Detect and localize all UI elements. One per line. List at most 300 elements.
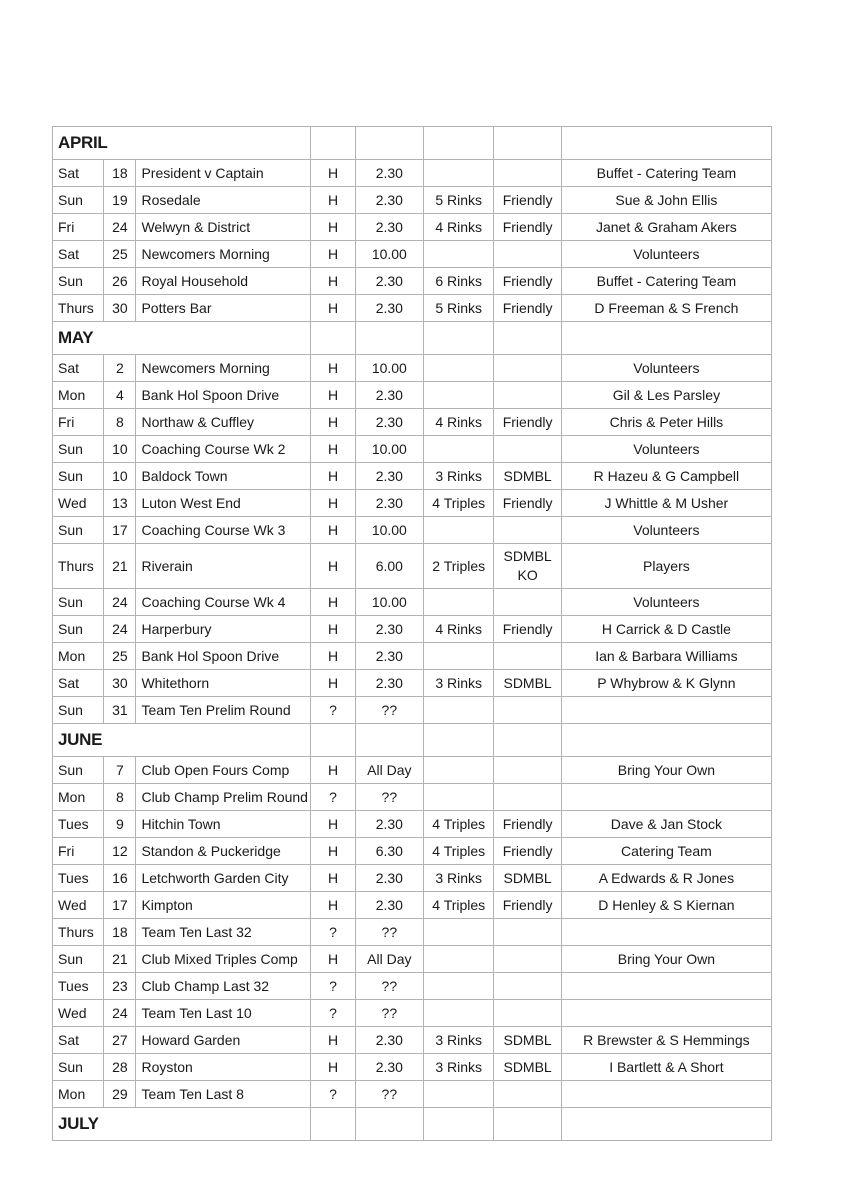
date-cell: 18 — [104, 160, 136, 187]
venue-cell: H — [311, 670, 355, 697]
day-cell: Sun — [53, 616, 104, 643]
format-cell: 3 Rinks — [424, 1027, 494, 1054]
opponent-cell: Club Mixed Triples Comp — [136, 946, 311, 973]
format-cell — [424, 517, 494, 544]
empty-cell — [424, 127, 494, 160]
catering-cell: Dave & Jan Stock — [561, 811, 771, 838]
day-cell: Sat — [53, 1027, 104, 1054]
date-cell: 25 — [104, 643, 136, 670]
format-cell: 3 Rinks — [424, 670, 494, 697]
catering-cell: Gil & Les Parsley — [561, 382, 771, 409]
date-cell: 25 — [104, 241, 136, 268]
date-cell: 12 — [104, 838, 136, 865]
match-type-cell: SDMBL — [494, 670, 561, 697]
empty-cell — [355, 1108, 423, 1141]
day-cell: Tues — [53, 811, 104, 838]
date-cell: 18 — [104, 919, 136, 946]
match-type-cell — [494, 355, 561, 382]
fixture-row — [53, 1054, 772, 1081]
fixtures-table — [52, 126, 772, 1141]
catering-cell: Bring Your Own — [561, 946, 771, 973]
venue-cell: H — [311, 409, 355, 436]
fixture-row — [53, 811, 772, 838]
time-cell: 10.00 — [355, 355, 423, 382]
match-type-cell: Friendly — [494, 295, 561, 322]
format-cell — [424, 784, 494, 811]
opponent-cell: Bank Hol Spoon Drive — [136, 382, 311, 409]
empty-cell — [424, 724, 494, 757]
format-cell: 4 Rinks — [424, 409, 494, 436]
fixture-row — [53, 517, 772, 544]
empty-cell — [311, 322, 355, 355]
opponent-cell: Coaching Course Wk 3 — [136, 517, 311, 544]
catering-cell: Players — [561, 544, 771, 589]
format-cell: 4 Triples — [424, 490, 494, 517]
catering-cell: R Brewster & S Hemmings — [561, 1027, 771, 1054]
match-type-cell — [494, 517, 561, 544]
match-type-cell: SDMBL — [494, 1027, 561, 1054]
fixture-row — [53, 187, 772, 214]
time-cell: 2.30 — [355, 160, 423, 187]
catering-cell: P Whybrow & K Glynn — [561, 670, 771, 697]
time-cell: 10.00 — [355, 436, 423, 463]
opponent-cell: Baldock Town — [136, 463, 311, 490]
match-type-cell: Friendly — [494, 409, 561, 436]
format-cell — [424, 355, 494, 382]
fixture-row — [53, 214, 772, 241]
opponent-cell: President v Captain — [136, 160, 311, 187]
opponent-cell: Royal Household — [136, 268, 311, 295]
fixture-row — [53, 463, 772, 490]
day-cell: Sat — [53, 160, 104, 187]
opponent-cell: Coaching Course Wk 2 — [136, 436, 311, 463]
venue-cell: H — [311, 295, 355, 322]
fixture-row — [53, 355, 772, 382]
catering-cell — [561, 697, 771, 724]
day-cell: Sun — [53, 589, 104, 616]
catering-cell — [561, 1000, 771, 1027]
fixture-row — [53, 1081, 772, 1108]
match-type-cell: SDMBL KO — [494, 544, 561, 589]
venue-cell: H — [311, 544, 355, 589]
month-heading: JULY — [53, 1108, 311, 1141]
fixture-row — [53, 919, 772, 946]
venue-cell: ? — [311, 973, 355, 1000]
venue-cell: H — [311, 838, 355, 865]
time-cell: ?? — [355, 1081, 423, 1108]
fixture-row — [53, 757, 772, 784]
venue-cell: H — [311, 436, 355, 463]
day-cell: Mon — [53, 1081, 104, 1108]
empty-cell — [424, 1108, 494, 1141]
catering-cell: Volunteers — [561, 589, 771, 616]
fixture-row — [53, 838, 772, 865]
date-cell: 13 — [104, 490, 136, 517]
date-cell: 16 — [104, 865, 136, 892]
date-cell: 27 — [104, 1027, 136, 1054]
day-cell: Thurs — [53, 919, 104, 946]
empty-cell — [355, 724, 423, 757]
month-heading: APRIL — [53, 127, 311, 160]
opponent-cell: Welwyn & District — [136, 214, 311, 241]
month-header-row — [53, 724, 772, 757]
time-cell: 2.30 — [355, 295, 423, 322]
format-cell — [424, 946, 494, 973]
match-type-cell — [494, 382, 561, 409]
venue-cell: H — [311, 355, 355, 382]
fixture-row — [53, 382, 772, 409]
time-cell: ?? — [355, 784, 423, 811]
empty-cell — [561, 724, 771, 757]
day-cell: Sun — [53, 1054, 104, 1081]
venue-cell: H — [311, 811, 355, 838]
catering-cell: Bring Your Own — [561, 757, 771, 784]
date-cell: 7 — [104, 757, 136, 784]
empty-cell — [561, 1108, 771, 1141]
venue-cell: H — [311, 517, 355, 544]
format-cell: 3 Rinks — [424, 1054, 494, 1081]
time-cell: 10.00 — [355, 241, 423, 268]
fixture-row — [53, 1027, 772, 1054]
format-cell: 5 Rinks — [424, 295, 494, 322]
time-cell: 2.30 — [355, 670, 423, 697]
date-cell: 17 — [104, 517, 136, 544]
opponent-cell: Rosedale — [136, 187, 311, 214]
empty-cell — [494, 127, 561, 160]
catering-cell: Buffet - Catering Team — [561, 268, 771, 295]
day-cell: Sat — [53, 355, 104, 382]
catering-cell: Janet & Graham Akers — [561, 214, 771, 241]
day-cell: Tues — [53, 865, 104, 892]
catering-cell: Volunteers — [561, 241, 771, 268]
empty-cell — [424, 322, 494, 355]
match-type-cell: Friendly — [494, 892, 561, 919]
opponent-cell: Team Ten Last 10 — [136, 1000, 311, 1027]
catering-cell — [561, 973, 771, 1000]
venue-cell: H — [311, 616, 355, 643]
opponent-cell: Letchworth Garden City — [136, 865, 311, 892]
match-type-cell: Friendly — [494, 838, 561, 865]
date-cell: 17 — [104, 892, 136, 919]
time-cell: 6.30 — [355, 838, 423, 865]
fixture-row — [53, 865, 772, 892]
format-cell: 6 Rinks — [424, 268, 494, 295]
opponent-cell: Luton West End — [136, 490, 311, 517]
match-type-cell — [494, 946, 561, 973]
fixture-row — [53, 589, 772, 616]
opponent-cell: Potters Bar — [136, 295, 311, 322]
match-type-cell — [494, 757, 561, 784]
opponent-cell: Team Ten Prelim Round — [136, 697, 311, 724]
venue-cell: H — [311, 643, 355, 670]
day-cell: Sun — [53, 517, 104, 544]
day-cell: Mon — [53, 382, 104, 409]
venue-cell: H — [311, 214, 355, 241]
format-cell — [424, 697, 494, 724]
match-type-cell — [494, 973, 561, 1000]
day-cell: Fri — [53, 838, 104, 865]
day-cell: Sun — [53, 436, 104, 463]
format-cell: 2 Triples — [424, 544, 494, 589]
empty-cell — [355, 127, 423, 160]
match-type-cell — [494, 1000, 561, 1027]
match-type-cell — [494, 919, 561, 946]
catering-cell — [561, 784, 771, 811]
format-cell — [424, 919, 494, 946]
catering-cell: D Henley & S Kiernan — [561, 892, 771, 919]
empty-cell — [311, 1108, 355, 1141]
opponent-cell: Riverain — [136, 544, 311, 589]
venue-cell: H — [311, 241, 355, 268]
time-cell: 2.30 — [355, 616, 423, 643]
catering-cell: Sue & John Ellis — [561, 187, 771, 214]
fixture-row — [53, 436, 772, 463]
venue-cell: H — [311, 1027, 355, 1054]
time-cell: 2.30 — [355, 409, 423, 436]
fixture-row — [53, 160, 772, 187]
catering-cell: Volunteers — [561, 355, 771, 382]
match-type-cell: SDMBL — [494, 865, 561, 892]
time-cell: 2.30 — [355, 1054, 423, 1081]
catering-cell — [561, 919, 771, 946]
catering-cell: A Edwards & R Jones — [561, 865, 771, 892]
fixtures-body — [53, 127, 772, 1141]
venue-cell: H — [311, 1054, 355, 1081]
catering-cell: D Freeman & S French — [561, 295, 771, 322]
day-cell: Fri — [53, 214, 104, 241]
catering-cell: Ian & Barbara Williams — [561, 643, 771, 670]
day-cell: Thurs — [53, 295, 104, 322]
month-heading: JUNE — [53, 724, 311, 757]
month-header-row — [53, 1108, 772, 1141]
catering-cell: R Hazeu & G Campbell — [561, 463, 771, 490]
venue-cell: H — [311, 490, 355, 517]
match-type-cell — [494, 784, 561, 811]
format-cell — [424, 1081, 494, 1108]
match-type-cell — [494, 589, 561, 616]
month-heading: MAY — [53, 322, 311, 355]
fixture-row — [53, 946, 772, 973]
empty-cell — [561, 127, 771, 160]
venue-cell: H — [311, 463, 355, 490]
empty-cell — [494, 1108, 561, 1141]
opponent-cell: Royston — [136, 1054, 311, 1081]
time-cell: 2.30 — [355, 382, 423, 409]
fixture-row — [53, 973, 772, 1000]
date-cell: 10 — [104, 463, 136, 490]
opponent-cell: Hitchin Town — [136, 811, 311, 838]
day-cell: Sat — [53, 670, 104, 697]
time-cell: ?? — [355, 919, 423, 946]
empty-cell — [494, 724, 561, 757]
opponent-cell: Team Ten Last 32 — [136, 919, 311, 946]
time-cell: 2.30 — [355, 463, 423, 490]
format-cell: 5 Rinks — [424, 187, 494, 214]
time-cell: 2.30 — [355, 490, 423, 517]
time-cell: 2.30 — [355, 643, 423, 670]
time-cell: 10.00 — [355, 589, 423, 616]
date-cell: 8 — [104, 409, 136, 436]
date-cell: 30 — [104, 295, 136, 322]
format-cell: 4 Triples — [424, 838, 494, 865]
match-type-cell: Friendly — [494, 811, 561, 838]
day-cell: Sun — [53, 187, 104, 214]
catering-cell: Chris & Peter Hills — [561, 409, 771, 436]
venue-cell: ? — [311, 919, 355, 946]
date-cell: 24 — [104, 1000, 136, 1027]
empty-cell — [355, 322, 423, 355]
date-cell: 23 — [104, 973, 136, 1000]
time-cell: ?? — [355, 1000, 423, 1027]
venue-cell: H — [311, 382, 355, 409]
opponent-cell: Northaw & Cuffley — [136, 409, 311, 436]
day-cell: Wed — [53, 892, 104, 919]
match-type-cell — [494, 436, 561, 463]
fixture-row — [53, 697, 772, 724]
date-cell: 29 — [104, 1081, 136, 1108]
format-cell — [424, 1000, 494, 1027]
venue-cell: H — [311, 757, 355, 784]
match-type-cell: Friendly — [494, 490, 561, 517]
match-type-cell: Friendly — [494, 616, 561, 643]
opponent-cell: Team Ten Last 8 — [136, 1081, 311, 1108]
day-cell: Thurs — [53, 544, 104, 589]
month-header-row — [53, 322, 772, 355]
opponent-cell: Coaching Course Wk 4 — [136, 589, 311, 616]
date-cell: 8 — [104, 784, 136, 811]
date-cell: 21 — [104, 946, 136, 973]
opponent-cell: Newcomers Morning — [136, 355, 311, 382]
catering-cell — [561, 1081, 771, 1108]
fixture-row — [53, 784, 772, 811]
match-type-cell: Friendly — [494, 214, 561, 241]
day-cell: Wed — [53, 490, 104, 517]
opponent-cell: Standon & Puckeridge — [136, 838, 311, 865]
format-cell: 3 Rinks — [424, 865, 494, 892]
day-cell: Mon — [53, 784, 104, 811]
match-type-cell — [494, 697, 561, 724]
empty-cell — [561, 322, 771, 355]
match-type-cell: Friendly — [494, 268, 561, 295]
format-cell — [424, 643, 494, 670]
format-cell — [424, 382, 494, 409]
date-cell: 26 — [104, 268, 136, 295]
venue-cell: H — [311, 160, 355, 187]
match-type-cell: SDMBL — [494, 463, 561, 490]
fixture-row — [53, 643, 772, 670]
catering-cell: Volunteers — [561, 436, 771, 463]
catering-cell: I Bartlett & A Short — [561, 1054, 771, 1081]
day-cell: Mon — [53, 643, 104, 670]
empty-cell — [311, 127, 355, 160]
opponent-cell: Newcomers Morning — [136, 241, 311, 268]
time-cell: 2.30 — [355, 1027, 423, 1054]
date-cell: 30 — [104, 670, 136, 697]
catering-cell: J Whittle & M Usher — [561, 490, 771, 517]
date-cell: 24 — [104, 589, 136, 616]
day-cell: Tues — [53, 973, 104, 1000]
fixture-row — [53, 295, 772, 322]
opponent-cell: Club Open Fours Comp — [136, 757, 311, 784]
fixture-row — [53, 892, 772, 919]
date-cell: 19 — [104, 187, 136, 214]
format-cell: 4 Triples — [424, 811, 494, 838]
venue-cell: ? — [311, 784, 355, 811]
format-cell — [424, 757, 494, 784]
time-cell: 2.30 — [355, 865, 423, 892]
time-cell: All Day — [355, 946, 423, 973]
fixture-row — [53, 1000, 772, 1027]
time-cell: 2.30 — [355, 892, 423, 919]
day-cell: Wed — [53, 1000, 104, 1027]
format-cell: 3 Rinks — [424, 463, 494, 490]
match-type-cell — [494, 643, 561, 670]
day-cell: Fri — [53, 409, 104, 436]
opponent-cell: Howard Garden — [136, 1027, 311, 1054]
format-cell: 4 Triples — [424, 892, 494, 919]
time-cell: 6.00 — [355, 544, 423, 589]
date-cell: 2 — [104, 355, 136, 382]
time-cell: ?? — [355, 973, 423, 1000]
date-cell: 28 — [104, 1054, 136, 1081]
day-cell: Sun — [53, 463, 104, 490]
time-cell: 2.30 — [355, 268, 423, 295]
time-cell: 2.30 — [355, 214, 423, 241]
day-cell: Sat — [53, 241, 104, 268]
month-header-row — [53, 127, 772, 160]
opponent-cell: Club Champ Last 32 — [136, 973, 311, 1000]
match-type-cell — [494, 160, 561, 187]
time-cell: 2.30 — [355, 187, 423, 214]
catering-cell: H Carrick & D Castle — [561, 616, 771, 643]
format-cell — [424, 160, 494, 187]
date-cell: 10 — [104, 436, 136, 463]
time-cell: 2.30 — [355, 811, 423, 838]
format-cell: 4 Rinks — [424, 214, 494, 241]
time-cell: All Day — [355, 757, 423, 784]
fixture-row — [53, 241, 772, 268]
venue-cell: H — [311, 892, 355, 919]
opponent-cell: Harperbury — [136, 616, 311, 643]
catering-cell: Catering Team — [561, 838, 771, 865]
format-cell — [424, 241, 494, 268]
match-type-cell — [494, 241, 561, 268]
match-type-cell — [494, 1081, 561, 1108]
opponent-cell: Kimpton — [136, 892, 311, 919]
day-cell: Sun — [53, 697, 104, 724]
fixture-row — [53, 490, 772, 517]
venue-cell: H — [311, 268, 355, 295]
date-cell: 24 — [104, 616, 136, 643]
fixture-row — [53, 268, 772, 295]
venue-cell: ? — [311, 1081, 355, 1108]
venue-cell: H — [311, 946, 355, 973]
time-cell: ?? — [355, 697, 423, 724]
venue-cell: H — [311, 865, 355, 892]
venue-cell: ? — [311, 697, 355, 724]
day-cell: Sun — [53, 757, 104, 784]
date-cell: 21 — [104, 544, 136, 589]
fixture-row — [53, 409, 772, 436]
fixture-row — [53, 616, 772, 643]
empty-cell — [311, 724, 355, 757]
time-cell: 10.00 — [355, 517, 423, 544]
format-cell: 4 Rinks — [424, 616, 494, 643]
fixture-row — [53, 670, 772, 697]
fixture-row — [53, 544, 772, 589]
catering-cell: Volunteers — [561, 517, 771, 544]
match-type-cell: Friendly — [494, 187, 561, 214]
